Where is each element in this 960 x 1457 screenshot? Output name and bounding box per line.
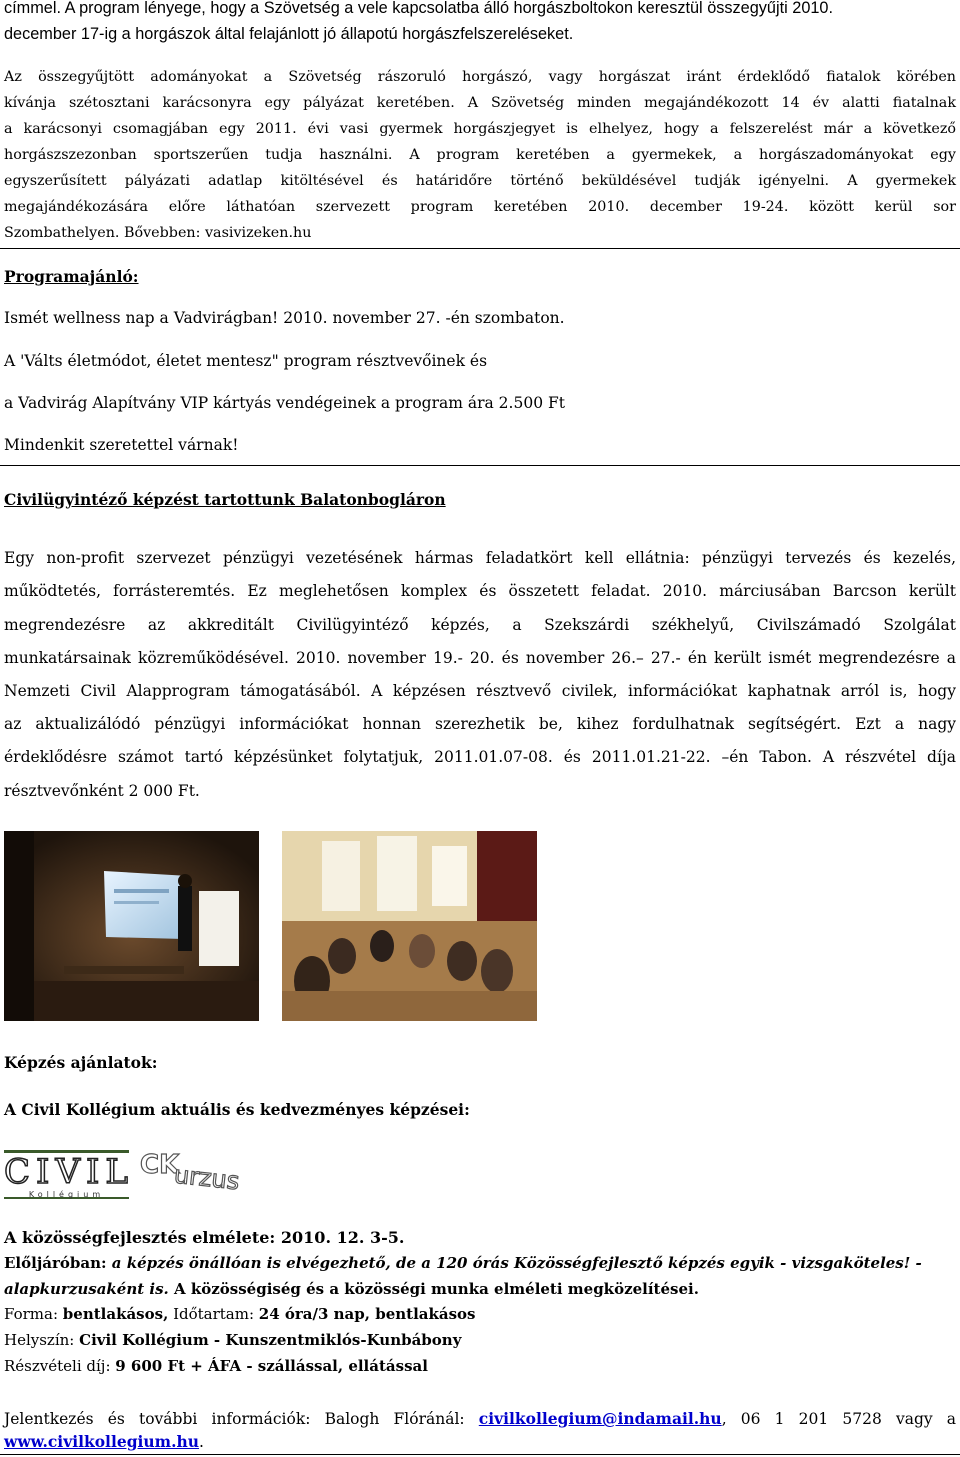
divider [0,248,960,249]
intro-p2-line: horgászszezonban sportszerűen tudja használni. A program keretében a gyermekek, a horgászadományokat egy [4,147,956,163]
logo-civil-text: CIVIL [4,1152,135,1192]
intro-line-2: december 17-ig a horgászok által felajánlott jó állapotú horgászfelszereléseket. [4,25,574,43]
intro-p2-line: kívánja szétosztani karácsonyra egy pályázat keretében. A Szövetség minden megajándékozott 14 év alatti fiatalnak [4,95,956,111]
civil-line: munkatársainak közreműködésével. 2010. november 19.- 20. és november 26.– 27.- én került ismét megrendezésre a [4,649,956,667]
course-form [4,1305,956,1323]
intro-p2-last: Szombathelyen. Bővebben: vasivizeken.hu [4,225,312,241]
program-heading: Programajánló: [4,267,139,286]
contact-text: Jelentkezés és további információk: Balogh Flóránál: [4,1410,479,1428]
fee-label: Részvételi díj: [4,1357,116,1375]
contact-end: . [199,1433,204,1451]
intro-p2-line: a karácsonyi csomagjában egy 2011. évi vasi gyermek horgászjegyet is elhelyez, hogy a felszerelést már a következő [4,121,956,137]
contact-line [4,1409,956,1428]
program-line: A 'Válts életmódot, életet mentesz" program résztvevőinek és [4,352,488,370]
prereq-label: Előljáróban: [4,1254,107,1272]
intro-line-1: címmel. A program lényege, hogy a Szövetség a vele kapcsolatba álló horgászboltokon keresztül összegyűjti 2010. [4,0,834,17]
duration-value: 24 óra/3 nap, bentlakásos [258,1305,476,1323]
training-heading: Képzés ajánlatok: [4,1053,158,1072]
civil-line: Nemzeti Civil Alapprogram támogatásából. A képzésen résztvevő civilek, információkat kaphatnak arról is, hogy [4,682,956,700]
intro-p2-line: egyszerűsített pályázati adatlap kitöltésével és határidőre történő beküldésével tudják igényelni. A gyermekek [4,173,956,189]
prereq-text-3: A közösségiség és a közösségi munka elméleti megközelítései. [168,1280,699,1298]
divider [0,465,960,466]
prereq-line-1 [4,1254,956,1272]
prereq-text: a képzés önállóan is elvégezhető, de a 120 órás Közösségfejlesztő képzés egyik - vizsgaköteles! - [106,1254,922,1272]
place-label: Helyszín: [4,1331,80,1349]
course-fee [4,1357,956,1375]
program-line: Mindenkit szeretettel várnak! [4,436,239,454]
duration-label: Időtartam: [168,1305,259,1323]
intro-p2-line: megajándékozására előre láthatóan szervezett program keretében 2010. december 19-24. között kerül sor [4,199,956,215]
course-place [4,1331,956,1349]
training-subheading: A Civil Kollégium aktuális és kedvezményes képzései: [4,1100,470,1119]
divider [0,1454,960,1455]
website-link[interactable]: www.civilkollegium.hu [4,1432,200,1451]
program-line: Ismét wellness nap a Vadvirágban! 2010. november 27. -én szombaton. [4,309,565,327]
training-photo-1 [4,831,259,1021]
website-line [4,1432,956,1451]
logo-ck-text: CK [140,1150,180,1180]
fee-value: 9 600 Ft + ÁFA - szállással, ellátással [115,1357,428,1375]
logo-ck-sub: urzus [172,1160,241,1196]
prereq-line-2 [4,1280,956,1298]
ck-kurzus-logo [140,1150,255,1200]
email-link[interactable]: civilkollegium@indamail.hu [478,1409,722,1428]
civil-heading: Civilügyintéző képzést tartottunk Balatonbogláron [4,490,446,509]
prereq-text-2: alapkurzusaként is. [4,1280,169,1298]
civil-last: résztvevőnként 2 000 Ft. [4,782,200,800]
form-label: Forma: [4,1305,63,1323]
place-value: Civil Kollégium - Kunszentmiklós-Kunbábony [79,1331,462,1349]
program-line: a Vadvirág Alapítvány VIP kártyás vendégeinek a program ára 2.500 Ft [4,394,565,412]
course-title: A közösségfejlesztés elmélete: 2010. 12. 3-5. [4,1228,405,1247]
civil-line: érdeklődésre számot tartó képzésünket folytatjuk, 2011.01.07-08. és 2011.01.21-22. –én Tabon. A részvétel díja [4,748,956,766]
contact-mid: , 06 1 201 5728 vagy a [721,1410,956,1428]
civil-line: Egy non-profit szervezet pénzügyi vezetésének hármas feladatkört kell ellátnia: pénzügyi tervezés és kezelés, [4,549,956,567]
training-photo-2 [282,831,537,1021]
form-value: bentlakásos, [62,1305,169,1323]
civil-line: megrendezésre az akkreditált Civilügyintéző képzés, a Szekszárdi székhelyű, Civilszámadó Szolgálat [4,616,956,634]
civil-line: működtetés, forrásteremtés. Ez meglehetősen komplex és összetett feladat. 2010. márciusában Barcson került [4,582,956,600]
intro-p2-line: Az összegyűjtött adományokat a Szövetség rászoruló horgászó, vagy horgászat iránt érdeklődő fiatalok körében [4,69,956,85]
logo-civil-sub: Kollégium [28,1190,105,1199]
civil-kollegium-logo [4,1150,135,1200]
civil-line: az aktualizálódó pénzügyi információkat honnan szerezhetik be, kihez fordulhatnak segítségért. Ezt a nagy [4,715,956,733]
